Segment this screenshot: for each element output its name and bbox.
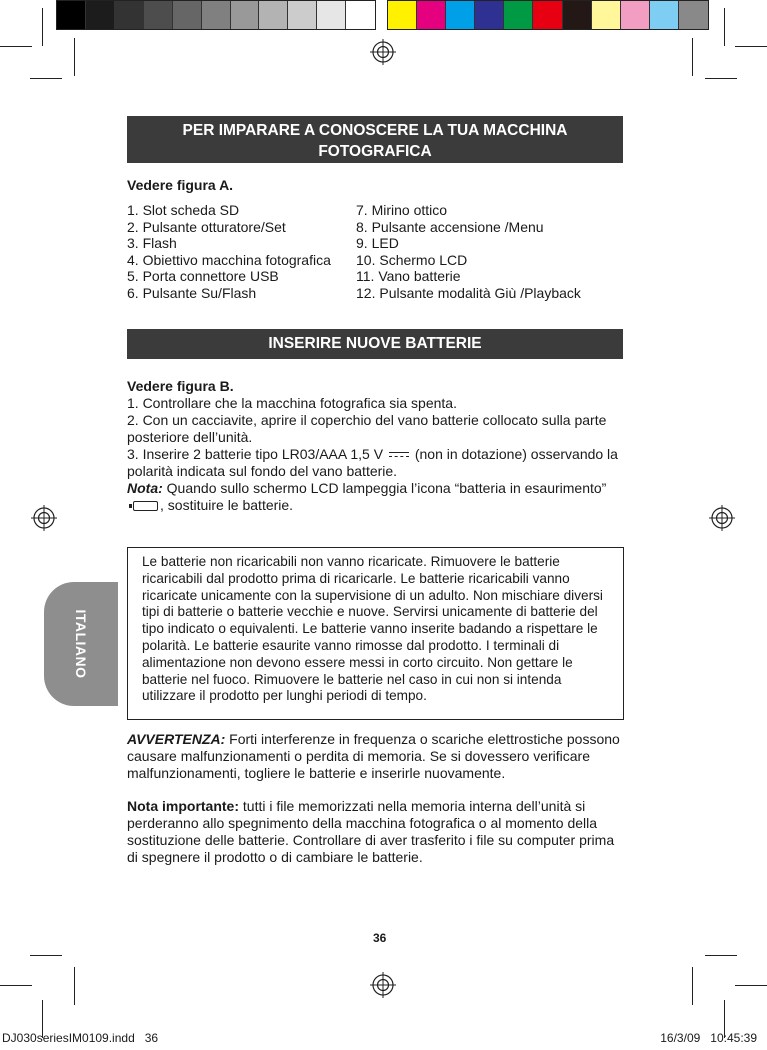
crop-mark <box>0 985 32 986</box>
crop-mark <box>724 8 725 46</box>
page-number: 36 <box>373 931 387 945</box>
color-swatch <box>533 1 562 29</box>
step3-text-a: 3. Inserire 2 batterie tipo LR03/AAA 1,5 V <box>127 446 384 462</box>
section-title-batteries <box>127 329 623 359</box>
registration-mark-icon <box>370 972 396 998</box>
section-title-text: PER IMPARARE A CONOSCERE LA TUA MACCHINA FOTOGRAFICA <box>182 122 568 160</box>
crop-mark <box>74 967 75 1005</box>
color-swatch <box>446 1 475 29</box>
color-swatch <box>288 1 317 29</box>
list-item: 5. Porta connettore USB <box>127 268 279 285</box>
list-item: 1. Slot scheda SD <box>127 202 240 218</box>
color-swatch <box>388 1 417 29</box>
color-swatch <box>173 1 202 29</box>
color-swatch <box>417 1 446 29</box>
language-tab <box>44 582 118 706</box>
list-item: 6. Pulsante Su/Flash <box>127 284 257 301</box>
footer-filename: DJ030seriesIM0109.indd 36 <box>2 1031 159 1045</box>
color-swatch <box>592 1 621 29</box>
color-swatch <box>86 1 115 29</box>
color-swatch <box>650 1 679 29</box>
step3-text-b: (non in dotazione) osservando la polarità indicata sul fondo del vano batterie. <box>127 446 618 479</box>
grayscale-bar <box>56 0 376 30</box>
list-item: 2. Pulsante otturatore/Set <box>127 218 286 235</box>
color-swatch <box>259 1 288 29</box>
important-label: Nota importante: <box>127 798 239 814</box>
interference-warning <box>127 731 624 782</box>
list-item: 10. Schermo LCD <box>356 251 468 268</box>
color-swatch <box>504 1 533 29</box>
crop-mark <box>705 78 737 79</box>
language-tab-label: ITALIANO <box>73 609 89 679</box>
color-bar <box>387 0 709 30</box>
note-text-a: Quando sullo schermo LCD lampeggia l’icona “batteria in esaurimento” <box>166 480 607 496</box>
list-item: 8. Pulsante accensione /Menu <box>356 218 544 235</box>
list-item: 4. Obiettivo macchina fotografica <box>127 251 331 268</box>
instruction-step <box>127 446 624 480</box>
color-swatch <box>231 1 260 29</box>
color-swatch <box>621 1 650 29</box>
crop-mark <box>692 38 693 76</box>
crop-mark <box>30 955 62 956</box>
warning-text: Forti interferenze in frequenza o scariche elettrostiche possono causare malfunzionamenti o perdita di memoria. Se si dovessero verificare malfunzionamenti, togliere le batterie e inserirle nuovamente. <box>127 731 620 781</box>
battery-instructions <box>127 378 624 514</box>
crop-mark <box>0 46 32 47</box>
crop-mark <box>30 78 62 79</box>
instruction-step: 2. Con un cacciavite, aprire il coperchio del vano batterie collocato sulla parte posteriore dell’unità. <box>127 412 607 445</box>
color-swatch <box>317 1 346 29</box>
list-item: 7. Mirino ottico <box>356 202 448 218</box>
color-swatch <box>57 1 86 29</box>
color-swatch <box>346 1 375 29</box>
section-title-text: INSERIRE NUOVE BATTERIE <box>268 335 482 352</box>
color-swatch <box>475 1 504 29</box>
battery-note <box>127 480 624 514</box>
battery-warning-text: Le batterie non ricaricabili non vanno ricaricate. Rimuovere le batterie ricaricabili dal prodotto prima di ricaricarle. Le batterie ricaricabili vanno ricaricate unicamente con la supervisione di un adulto. Non mischiare diversi tipi di batterie o batterie vecchie e nuove. Servirsi unicamente di batterie del tipo indicato o equivalenti. Le batterie vanno inserite badando a rispettare le polarità. Le batterie esaurite vanno rimosse dal prodotto. I terminali di alimentazione non devono essere messi in corto circuito. Non gettare le batterie nel fuoco. Rimuovere le batterie nel caso in cui non si intenda utilizzare il prodotto per lunghi periodi di tempo. <box>142 554 603 704</box>
battery-warning-box <box>127 547 624 720</box>
note-label: Nota: <box>127 480 163 496</box>
parts-list-left <box>127 202 331 302</box>
figure-a-label: Vedere figura A. <box>127 177 234 193</box>
note-text-b: , sostituire le batterie. <box>160 497 294 513</box>
instruction-step: 1. Controllare che la macchina fotografica sia spenta. <box>127 395 457 411</box>
important-note <box>127 798 624 866</box>
figure-b-label: Vedere figura B. <box>127 378 234 394</box>
footer-timestamp: 16/3/09 10:45:39 <box>660 1031 757 1045</box>
color-swatch <box>563 1 592 29</box>
list-item: 9. LED <box>356 235 399 252</box>
dc-current-icon <box>389 451 409 459</box>
list-item: 3. Flash <box>127 235 177 252</box>
list-item: 11. Vano batterie <box>356 268 461 285</box>
parts-list-right <box>356 202 581 302</box>
registration-mark-icon <box>709 505 735 531</box>
color-swatch <box>202 1 231 29</box>
crop-mark <box>42 8 43 46</box>
crop-mark <box>692 967 693 1005</box>
color-swatch <box>115 1 144 29</box>
color-swatch <box>144 1 173 29</box>
crop-mark <box>74 38 75 76</box>
crop-mark <box>705 955 737 956</box>
crop-mark <box>735 985 767 986</box>
low-battery-icon <box>133 501 158 511</box>
important-text: tutti i file memorizzati nella memoria interna dell’unità si perderanno allo spegnimento della macchina fotografica o al momento della sostituzione delle batterie. Controllare di aver trasferito i file su computer prima di spegnere il prodotto o di cambiare le batterie. <box>127 798 615 865</box>
registration-mark-icon <box>31 505 57 531</box>
registration-mark-icon <box>370 39 396 65</box>
section-title-camera-parts <box>127 116 623 163</box>
warning-label: AVVERTENZA: <box>127 731 226 747</box>
crop-mark <box>735 46 767 47</box>
list-item: 12. Pulsante modalità Giù /Playback <box>356 284 581 301</box>
color-swatch <box>679 1 708 29</box>
